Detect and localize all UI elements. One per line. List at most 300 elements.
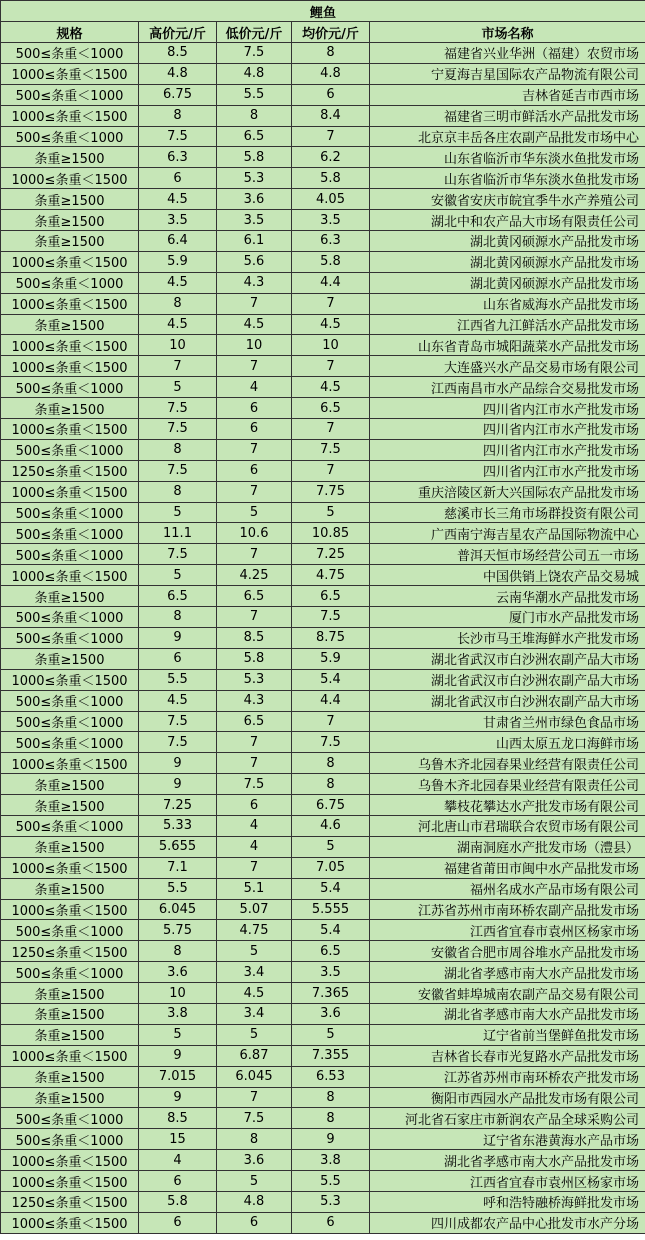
table-row [1,502,645,523]
spec-cell: 1000≤条重＜1500 [1,356,139,377]
low-price-cell: 5.07 [217,899,292,920]
market-name-cell: 江西南昌市水产品综合交易批发市场 [370,377,645,398]
market-name-cell: 呼和浩特融桥海鲜批发市场 [370,1191,645,1212]
high-price-cell: 5 [139,565,217,586]
low-price-cell: 3.6 [217,189,292,210]
high-price-cell: 4.5 [139,690,217,711]
table-row [1,1150,645,1171]
market-name-cell: 山东省青岛市城阳蔬菜水产品批发市场 [370,335,645,356]
spec-cell: 500≤条重＜1000 [1,43,139,64]
avg-price-cell: 3.5 [292,210,370,231]
table-row [1,1129,645,1150]
table-row [1,63,645,84]
high-price-cell: 7.015 [139,1066,217,1087]
high-price-cell: 10 [139,983,217,1004]
spec-cell: 500≤条重＜1000 [1,607,139,628]
spec-cell: 1000≤条重＜1500 [1,419,139,440]
table-title: 鲤鱼 [1,1,645,22]
table-row [1,836,645,857]
avg-price-cell: 8 [292,753,370,774]
table-row [1,335,645,356]
low-price-cell: 8 [217,1129,292,1150]
spec-cell: 条重≥1500 [1,1066,139,1087]
low-price-cell: 7 [217,732,292,753]
low-price-cell: 8.5 [217,627,292,648]
market-name-cell: 厦门市水产品批发市场 [370,607,645,628]
table-row [1,711,645,732]
table-row [1,231,645,252]
market-name-cell: 广西南宁海吉星农产品国际物流中心 [370,523,645,544]
high-price-cell: 4.8 [139,63,217,84]
low-price-cell: 4 [217,377,292,398]
low-price-cell: 6.1 [217,231,292,252]
low-price-cell: 7 [217,1087,292,1108]
market-name-cell: 乌鲁木齐北园春果业经营有限责任公司 [370,774,645,795]
market-name-cell: 湖南洞庭水产批发市场（澧县） [370,836,645,857]
low-price-cell: 4.5 [217,314,292,335]
high-price-cell: 4.5 [139,272,217,293]
table-row [1,1191,645,1212]
high-price-cell: 6 [139,1212,217,1233]
spec-cell: 条重≥1500 [1,314,139,335]
high-price-cell: 7.5 [139,544,217,565]
low-price-cell: 4.5 [217,983,292,1004]
avg-price-cell: 6 [292,1212,370,1233]
table-row [1,1171,645,1192]
header-avg-price: 均价元/斤 [292,22,370,43]
market-name-cell: 安徽省安庆市皖宜季牛水产养殖公司 [370,189,645,210]
market-name-cell: 宁夏海吉星国际农产品物流有限公司 [370,63,645,84]
low-price-cell: 10.6 [217,523,292,544]
spec-cell: 500≤条重＜1000 [1,544,139,565]
avg-price-cell: 5.8 [292,251,370,272]
market-name-cell: 大连盛兴水产品交易市场有限公司 [370,356,645,377]
high-price-cell: 5.9 [139,251,217,272]
avg-price-cell: 7 [292,460,370,481]
spec-cell: 500≤条重＜1000 [1,690,139,711]
low-price-cell: 6 [217,419,292,440]
low-price-cell: 6.5 [217,711,292,732]
market-name-cell: 四川省内江市水产批发市场 [370,419,645,440]
avg-price-cell: 8 [292,774,370,795]
low-price-cell: 7 [217,753,292,774]
low-price-cell: 4 [217,815,292,836]
high-price-cell: 6.045 [139,899,217,920]
market-name-cell: 湖北中和农产品大市场有限责任公司 [370,210,645,231]
market-name-cell: 河北唐山市君瑞联合农贸市场有限公司 [370,815,645,836]
high-price-cell: 8 [139,105,217,126]
table-row [1,795,645,816]
avg-price-cell: 6.2 [292,147,370,168]
spec-cell: 1000≤条重＜1500 [1,105,139,126]
table-row [1,690,645,711]
spec-cell: 500≤条重＜1000 [1,377,139,398]
high-price-cell: 7.5 [139,460,217,481]
avg-price-cell: 4.5 [292,377,370,398]
avg-price-cell: 4.75 [292,565,370,586]
header-low-price: 低价元/斤 [217,22,292,43]
avg-price-cell: 4.5 [292,314,370,335]
table-row [1,481,645,502]
table-row [1,189,645,210]
avg-price-cell: 5.8 [292,168,370,189]
avg-price-cell: 7.365 [292,983,370,1004]
high-price-cell: 9 [139,753,217,774]
low-price-cell: 5 [217,1171,292,1192]
table-row [1,1045,645,1066]
low-price-cell: 4 [217,836,292,857]
table-row [1,314,645,335]
low-price-cell: 4.3 [217,272,292,293]
market-name-cell: 辽宁省东港黄海水产品市场 [370,1129,645,1150]
low-price-cell: 4.3 [217,690,292,711]
high-price-cell: 10 [139,335,217,356]
high-price-cell: 6 [139,1171,217,1192]
table-row [1,272,645,293]
market-name-cell: 湖北黄冈硕源水产品批发市场 [370,231,645,252]
spec-cell: 条重≥1500 [1,189,139,210]
high-price-cell: 8.5 [139,1108,217,1129]
avg-price-cell: 5.5 [292,1171,370,1192]
spec-cell: 500≤条重＜1000 [1,439,139,460]
spec-cell: 1000≤条重＜1500 [1,168,139,189]
low-price-cell: 6 [217,398,292,419]
high-price-cell: 6.4 [139,231,217,252]
avg-price-cell: 5.555 [292,899,370,920]
avg-price-cell: 6.5 [292,398,370,419]
market-name-cell: 四川省内江市水产批发市场 [370,398,645,419]
avg-price-cell: 6.5 [292,586,370,607]
spec-cell: 条重≥1500 [1,774,139,795]
spec-cell: 500≤条重＜1000 [1,962,139,983]
market-name-cell: 山东省威海水产品批发市场 [370,293,645,314]
spec-cell: 1000≤条重＜1500 [1,1150,139,1171]
spec-cell: 1000≤条重＜1500 [1,565,139,586]
low-price-cell: 4.75 [217,920,292,941]
market-name-cell: 江西省九江鲜活水产品批发市场 [370,314,645,335]
avg-price-cell: 8.4 [292,105,370,126]
high-price-cell: 5 [139,377,217,398]
market-name-cell: 湖北省孝感市南大水产品批发市场 [370,1150,645,1171]
low-price-cell: 5 [217,502,292,523]
low-price-cell: 3.4 [217,1003,292,1024]
low-price-cell: 5.1 [217,878,292,899]
high-price-cell: 7.5 [139,126,217,147]
spec-cell: 500≤条重＜1000 [1,84,139,105]
low-price-cell: 5.6 [217,251,292,272]
market-name-cell: 云南华潮水产品批发市场 [370,586,645,607]
avg-price-cell: 10.85 [292,523,370,544]
spec-cell: 500≤条重＜1000 [1,627,139,648]
market-name-cell: 江苏省苏州市南环桥农产批发市场 [370,1066,645,1087]
table-row [1,168,645,189]
spec-cell: 500≤条重＜1000 [1,126,139,147]
avg-price-cell: 4.05 [292,189,370,210]
low-price-cell: 7 [217,607,292,628]
spec-cell: 500≤条重＜1000 [1,502,139,523]
market-name-cell: 吉林省长春市光复路水产品批发市场 [370,1045,645,1066]
market-name-cell: 福建省三明市鲜活水产品批发市场 [370,105,645,126]
spec-cell: 条重≥1500 [1,1087,139,1108]
low-price-cell: 10 [217,335,292,356]
spec-cell: 500≤条重＜1000 [1,815,139,836]
avg-price-cell: 3.6 [292,1003,370,1024]
avg-price-cell: 9 [292,1129,370,1150]
high-price-cell: 9 [139,774,217,795]
table-row [1,586,645,607]
table-row [1,1212,645,1233]
low-price-cell: 7.5 [217,43,292,64]
market-name-cell: 甘肃省兰州市绿色食品市场 [370,711,645,732]
high-price-cell: 4.5 [139,314,217,335]
avg-price-cell: 7 [292,293,370,314]
low-price-cell: 8 [217,105,292,126]
table-row [1,293,645,314]
avg-price-cell: 5.9 [292,648,370,669]
high-price-cell: 5.33 [139,815,217,836]
spec-cell: 500≤条重＜1000 [1,732,139,753]
table-row [1,899,645,920]
low-price-cell: 6.045 [217,1066,292,1087]
high-price-cell: 8 [139,941,217,962]
spec-cell: 条重≥1500 [1,147,139,168]
avg-price-cell: 7.5 [292,607,370,628]
avg-price-cell: 7 [292,126,370,147]
high-price-cell: 7.25 [139,795,217,816]
market-name-cell: 四川省内江市水产批发市场 [370,439,645,460]
avg-price-cell: 5.3 [292,1191,370,1212]
spec-cell: 1000≤条重＜1500 [1,481,139,502]
market-name-cell: 福州名成水产品市场有限公司 [370,878,645,899]
market-name-cell: 普洱天恒市场经营公司五一市场 [370,544,645,565]
low-price-cell: 7 [217,293,292,314]
avg-price-cell: 8.75 [292,627,370,648]
low-price-cell: 7 [217,356,292,377]
market-name-cell: 江西省宜春市袁州区杨家市场 [370,1171,645,1192]
high-price-cell: 7.5 [139,732,217,753]
table-row [1,732,645,753]
table-row [1,607,645,628]
spec-cell: 条重≥1500 [1,1003,139,1024]
low-price-cell: 7.5 [217,774,292,795]
low-price-cell: 5 [217,941,292,962]
market-name-cell: 四川省内江市水产批发市场 [370,460,645,481]
high-price-cell: 5.655 [139,836,217,857]
table-row [1,1087,645,1108]
high-price-cell: 6.75 [139,84,217,105]
market-name-cell: 吉林省延吉市西市场 [370,84,645,105]
market-name-cell: 湖北省孝感市南大水产品批发市场 [370,962,645,983]
high-price-cell: 5 [139,1024,217,1045]
spec-cell: 500≤条重＜1000 [1,1129,139,1150]
market-name-cell: 重庆涪陵区新大兴国际农产品批发市场 [370,481,645,502]
high-price-cell: 6 [139,648,217,669]
avg-price-cell: 7.25 [292,544,370,565]
low-price-cell: 3.6 [217,1150,292,1171]
high-price-cell: 3.8 [139,1003,217,1024]
spec-cell: 1250≤条重＜1500 [1,1191,139,1212]
low-price-cell: 7 [217,439,292,460]
spec-cell: 500≤条重＜1000 [1,711,139,732]
avg-price-cell: 5.4 [292,920,370,941]
low-price-cell: 5.3 [217,669,292,690]
market-name-cell: 乌鲁木齐北园春果业经营有限责任公司 [370,753,645,774]
high-price-cell: 7.5 [139,398,217,419]
high-price-cell: 15 [139,1129,217,1150]
market-name-cell: 河北省石家庄市新润农产品全球采购公司 [370,1108,645,1129]
table-row [1,147,645,168]
table-row [1,84,645,105]
market-name-cell: 湖北省武汉市白沙洲农副产品大市场 [370,669,645,690]
low-price-cell: 6 [217,1212,292,1233]
avg-price-cell: 5 [292,502,370,523]
low-price-cell: 4.8 [217,63,292,84]
avg-price-cell: 6.75 [292,795,370,816]
avg-price-cell: 6.53 [292,1066,370,1087]
market-name-cell: 攀枝花攀达水产批发市场有限公司 [370,795,645,816]
market-name-cell: 辽宁省前当堡鲜鱼批发市场 [370,1024,645,1045]
low-price-cell: 7 [217,481,292,502]
market-name-cell: 福建省兴业华洲（福建）农贸市场 [370,43,645,64]
high-price-cell: 5.75 [139,920,217,941]
market-name-cell: 江西省宜春市袁州区杨家市场 [370,920,645,941]
spec-cell: 条重≥1500 [1,983,139,1004]
spec-cell: 条重≥1500 [1,586,139,607]
spec-cell: 1000≤条重＜1500 [1,669,139,690]
high-price-cell: 7.5 [139,711,217,732]
table-row [1,920,645,941]
avg-price-cell: 7.355 [292,1045,370,1066]
spec-cell: 1000≤条重＜1500 [1,1171,139,1192]
market-name-cell: 衡阳市西园水产品批发市场有限公司 [370,1087,645,1108]
avg-price-cell: 6.3 [292,231,370,252]
spec-cell: 1000≤条重＜1500 [1,293,139,314]
avg-price-cell: 6 [292,84,370,105]
spec-cell: 1000≤条重＜1500 [1,63,139,84]
spec-cell: 1000≤条重＜1500 [1,753,139,774]
spec-cell: 条重≥1500 [1,878,139,899]
spec-cell: 条重≥1500 [1,231,139,252]
avg-price-cell: 3.5 [292,962,370,983]
high-price-cell: 6.3 [139,147,217,168]
high-price-cell: 4.5 [139,189,217,210]
high-price-cell: 5.5 [139,878,217,899]
avg-price-cell: 4.4 [292,690,370,711]
low-price-cell: 3.4 [217,962,292,983]
market-name-cell: 北京京丰岳各庄农副产品批发市场中心 [370,126,645,147]
low-price-cell: 4.25 [217,565,292,586]
avg-price-cell: 3.8 [292,1150,370,1171]
spec-cell: 条重≥1500 [1,836,139,857]
market-name-cell: 福建省莆田市闽中水产品批发市场 [370,857,645,878]
low-price-cell: 6 [217,795,292,816]
market-name-cell: 四川成都农产品中心批发市水产分场 [370,1212,645,1233]
title-row [1,1,645,22]
table-row [1,669,645,690]
high-price-cell: 11.1 [139,523,217,544]
high-price-cell: 8.5 [139,43,217,64]
spec-cell: 500≤条重＜1000 [1,523,139,544]
header-market-name: 市场名称 [370,22,645,43]
high-price-cell: 6.5 [139,586,217,607]
low-price-cell: 5.3 [217,168,292,189]
spec-cell: 条重≥1500 [1,1024,139,1045]
low-price-cell: 5.8 [217,147,292,168]
market-name-cell: 湖北黄冈硕源水产品批发市场 [370,272,645,293]
header-spec: 规格 [1,22,139,43]
table-row [1,210,645,231]
high-price-cell: 8 [139,439,217,460]
avg-price-cell: 8 [292,1108,370,1129]
high-price-cell: 9 [139,1087,217,1108]
high-price-cell: 5.8 [139,1191,217,1212]
high-price-cell: 8 [139,481,217,502]
low-price-cell: 3.5 [217,210,292,231]
table-row [1,1066,645,1087]
high-price-cell: 9 [139,627,217,648]
table-row [1,565,645,586]
market-name-cell: 湖北省武汉市白沙洲农副产品大市场 [370,690,645,711]
avg-price-cell: 8 [292,43,370,64]
table-row [1,627,645,648]
avg-price-cell: 7.75 [292,481,370,502]
table-row [1,815,645,836]
avg-price-cell: 7 [292,356,370,377]
table-row [1,398,645,419]
low-price-cell: 5 [217,1024,292,1045]
spec-cell: 1000≤条重＜1500 [1,251,139,272]
table-row [1,962,645,983]
avg-price-cell: 5 [292,836,370,857]
spec-cell: 1000≤条重＜1500 [1,1045,139,1066]
table-row [1,753,645,774]
market-name-cell: 慈溪市长三角市场群投资有限公司 [370,502,645,523]
avg-price-cell: 7.05 [292,857,370,878]
avg-price-cell: 7 [292,711,370,732]
table-row [1,439,645,460]
high-price-cell: 7.5 [139,419,217,440]
table-row [1,377,645,398]
table-body [1,43,645,1234]
market-name-cell: 安徽省合肥市周谷堆水产品批发市场 [370,941,645,962]
market-name-cell: 山西太原五龙口海鲜市场 [370,732,645,753]
high-price-cell: 8 [139,293,217,314]
high-price-cell: 7.1 [139,857,217,878]
spec-cell: 条重≥1500 [1,648,139,669]
market-name-cell: 湖北省孝感市南大水产品批发市场 [370,1003,645,1024]
table-row [1,983,645,1004]
table-row [1,544,645,565]
avg-price-cell: 6.5 [292,941,370,962]
table-row [1,878,645,899]
avg-price-cell: 4.4 [292,272,370,293]
market-name-cell: 安徽省蚌埠城南农副产品交易有限公司 [370,983,645,1004]
avg-price-cell: 5 [292,1024,370,1045]
spec-cell: 条重≥1500 [1,210,139,231]
table-row [1,774,645,795]
avg-price-cell: 7.5 [292,732,370,753]
market-name-cell: 江苏省苏州市南环桥农副产品批发市场 [370,899,645,920]
low-price-cell: 7.5 [217,1108,292,1129]
spec-cell: 条重≥1500 [1,795,139,816]
spec-cell: 1000≤条重＜1500 [1,1212,139,1233]
table-row [1,43,645,64]
low-price-cell: 7 [217,857,292,878]
spec-cell: 1250≤条重＜1500 [1,941,139,962]
table-row [1,251,645,272]
low-price-cell: 6.5 [217,126,292,147]
table-row [1,105,645,126]
